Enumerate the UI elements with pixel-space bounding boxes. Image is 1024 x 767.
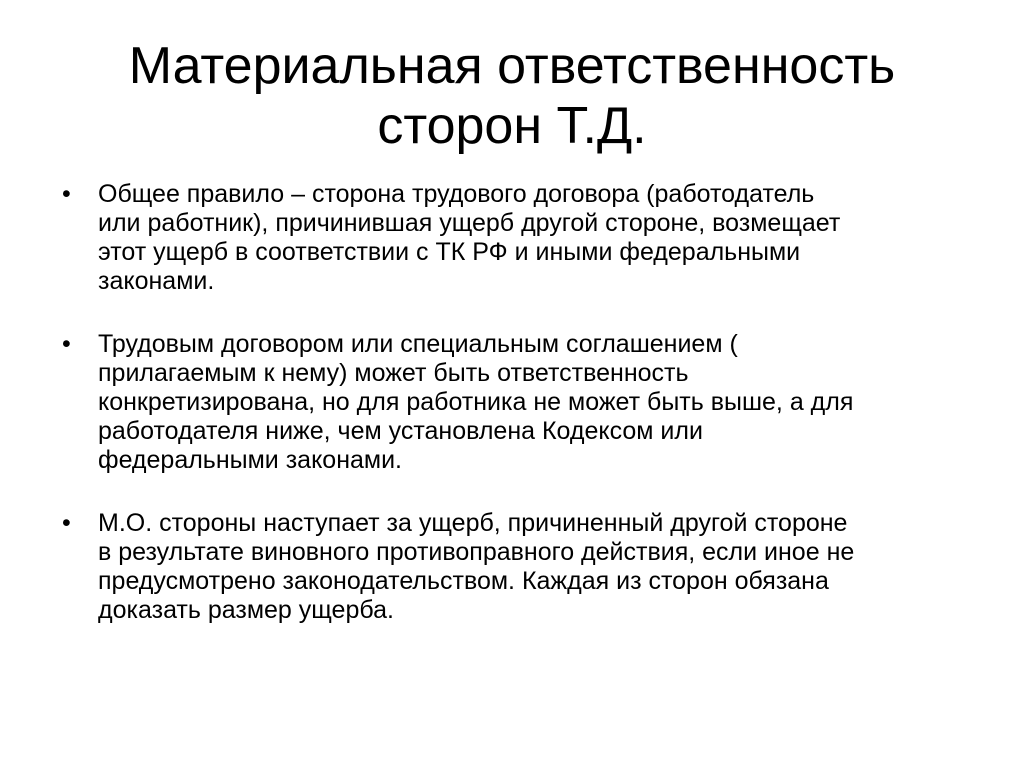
bullet-item-general-rule xyxy=(62,180,972,296)
bullet-text-line: Трудовым договором или специальным соглашением ( xyxy=(98,330,738,358)
bullet-text-line: доказать размер ущерба. xyxy=(98,596,394,624)
bullet-text-line: Общее правило – сторона трудового договора (работодатель xyxy=(98,180,815,208)
slide-title-line-2: сторон Т.Д. xyxy=(377,97,647,155)
bullet-text-line: этот ущерб в соответствии с ТК РФ и иными федеральными xyxy=(98,238,801,266)
bullet-dot-icon: • xyxy=(62,180,71,208)
bullet-dot-icon: • xyxy=(62,509,71,537)
bullet-item-contract-specification xyxy=(62,330,972,475)
bullet-text-line: М.О. стороны наступает за ущерб, причиненный другой стороне xyxy=(98,509,848,537)
bullet-text-line: работодателя ниже, чем установлена Кодексом или xyxy=(98,417,703,445)
bullet-item-damage-liability xyxy=(62,509,972,625)
bullet-text-line: в результате виновного противоправного действия, если иное не xyxy=(98,538,855,566)
bullet-dot-icon: • xyxy=(62,330,71,358)
slide-title-line-1: Материальная ответственность xyxy=(128,37,896,95)
bullet-text-line: законами. xyxy=(98,267,215,295)
bullet-list xyxy=(62,180,972,659)
bullet-text-line: или работник), причинившая ущерб другой стороне, возмещает xyxy=(98,209,841,237)
slide-title xyxy=(60,36,964,156)
bullet-text-line: предусмотрено законодательством. Каждая из сторон обязана xyxy=(98,567,829,595)
bullet-text-line: конкретизирована, но для работника не может быть выше, а для xyxy=(98,388,854,416)
bullet-text-line: федеральными законами. xyxy=(98,446,403,474)
bullet-text-line: прилагаемым к нему) может быть ответственность xyxy=(98,359,689,387)
